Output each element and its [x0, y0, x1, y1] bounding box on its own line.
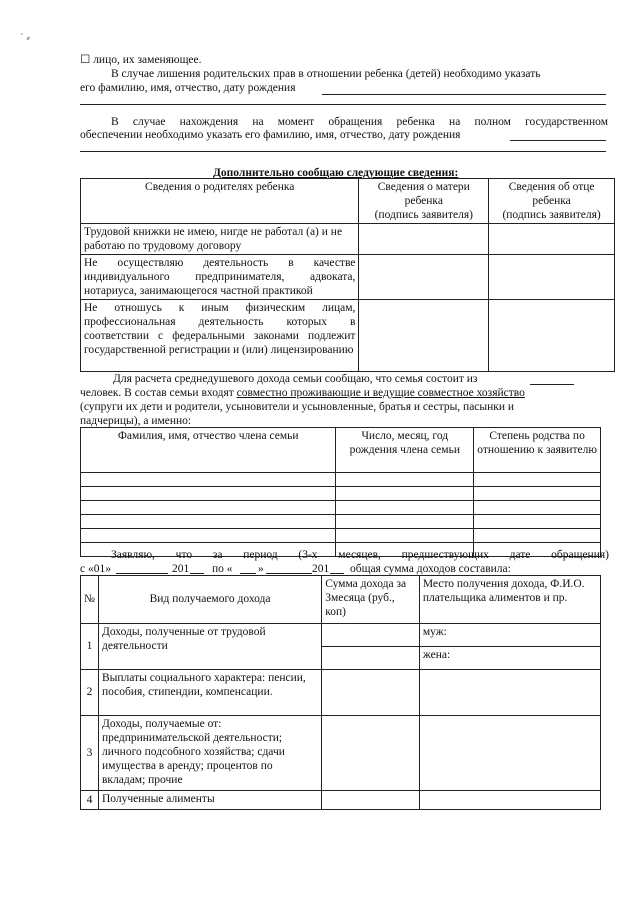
income-row-1-amount-husband[interactable]: [322, 624, 420, 647]
income-row-4-type: Полученные алименты: [98, 791, 321, 810]
income-amount-header: Сумма дохода за 3месяца (руб., коп): [322, 576, 420, 624]
family-row-relation[interactable]: [474, 501, 601, 515]
family-line-3: (супруги их дети и родители, усыновители и усыновленные, братья и сестры, пасынки и: [80, 401, 515, 413]
parents-row-3-text: Не отношусь к иным физическим лицам, профессиональная деятельность которых в соответствии с федеральными законами подлежит государственной регистрации и (или) лицензированию: [81, 300, 359, 372]
parents-header: Сведения о родителях ребенка: [81, 179, 359, 224]
parents-row-3-mother[interactable]: [359, 300, 489, 372]
father-header: [489, 179, 615, 224]
family-row-relation[interactable]: [474, 515, 601, 529]
family-row-dob[interactable]: [336, 529, 474, 543]
parents-row-2-father[interactable]: [489, 255, 615, 300]
income-row-1-amount-wife[interactable]: [322, 647, 420, 670]
period-end-year: 201: [312, 563, 330, 575]
income-row-4-amount[interactable]: [322, 791, 420, 810]
income-row-4-source[interactable]: [419, 791, 600, 810]
period-start-month-field[interactable]: [116, 573, 168, 574]
family-row-relation[interactable]: [474, 473, 601, 487]
family-row-name[interactable]: [81, 501, 336, 515]
family-row-relation[interactable]: [474, 487, 601, 501]
income-row-2-num: 2: [81, 670, 99, 716]
mother-header: [359, 179, 489, 224]
family-relation-header: Степень родства по отношению к заявителю: [474, 428, 601, 473]
parents-row-1-mother[interactable]: [359, 224, 489, 255]
income-row-3-source[interactable]: [419, 716, 600, 791]
husband-label: муж:: [422, 626, 447, 638]
period-end-close: »: [258, 563, 264, 575]
income-row-1-husband[interactable]: [419, 624, 600, 647]
period-end-open: по «: [212, 563, 233, 575]
family-line-4: падчерицы), а именно:: [80, 415, 192, 427]
income-row-2-amount[interactable]: [322, 670, 420, 716]
family-row-name[interactable]: [81, 473, 336, 487]
family-size-field[interactable]: [530, 384, 574, 385]
period-end-month-field[interactable]: [266, 573, 312, 574]
family-row-dob[interactable]: [336, 487, 474, 501]
checkbox-icon[interactable]: ☐: [80, 54, 91, 66]
parents-row-2-mother[interactable]: [359, 255, 489, 300]
deprived-child-name-field-2[interactable]: [80, 104, 606, 105]
parents-row-3-father[interactable]: [489, 300, 615, 372]
period-end-year-field[interactable]: [330, 573, 344, 574]
family-row-relation[interactable]: [474, 529, 601, 543]
mother-sign-label: (подпись заявителя): [374, 209, 473, 222]
parents-row-2-text: Не осуществляю деятельность в качестве индивидуального предпринимателя, адвоката, нотариуса, занимающегося частной практикой: [81, 255, 359, 300]
deprived-child-name-field[interactable]: [322, 94, 606, 95]
parents-row-1-text: Трудовой книжки не имею, нигде не работал (а) и не работаю по трудовому договору: [81, 224, 359, 255]
scan-corner-marks: ˊ ⸗: [20, 32, 31, 44]
income-row-1-wife[interactable]: [419, 647, 600, 670]
state-care-child-field-2[interactable]: [80, 151, 606, 152]
intro-line-4: В случае нахождения на момент обращения ребенка на полном государственном: [111, 116, 608, 128]
total-income-text: общая сумма доходов составила:: [350, 563, 511, 575]
family-line-2: [80, 386, 525, 400]
father-sign-label: (подпись заявителя): [502, 209, 601, 222]
family-name-header: Фамилия, имя, отчество члена семьи: [81, 428, 336, 473]
income-row-3-amount[interactable]: [322, 716, 420, 791]
period-start-year: 201: [172, 563, 190, 575]
family-row-dob[interactable]: [336, 501, 474, 515]
family-members-table: [80, 427, 601, 557]
period-start-year-field[interactable]: [190, 573, 204, 574]
family-row-name[interactable]: [81, 529, 336, 543]
income-table: [80, 575, 601, 810]
parents-info-table: [80, 178, 615, 372]
declaration-line-2: [80, 562, 610, 576]
declaration-line-1: Заявляю, что за период (3-х месяцев, предшествующих дате обращения): [111, 549, 609, 561]
family-row-name[interactable]: [81, 487, 336, 501]
income-source-header: Место получения дохода, Ф.И.О. плательщика алиментов и пр.: [419, 576, 600, 624]
period-end-day-field[interactable]: [240, 573, 256, 574]
intro-line-3: его фамилию, имя, отчество, дату рождения: [80, 82, 296, 94]
intro-line-5: обеспечении необходимо указать его фамилию, имя, отчество, дату рождения: [80, 129, 461, 141]
parents-row-1-father[interactable]: [489, 224, 615, 255]
family-row-dob[interactable]: [336, 473, 474, 487]
state-care-child-field[interactable]: [510, 140, 606, 141]
income-row-4-num: 4: [81, 791, 99, 810]
period-start-day: с «01»: [80, 563, 111, 575]
income-row-2-type: Выплаты социального характера: пенсии, пособия, стипендии, компенсации.: [98, 670, 321, 716]
income-row-3-num: 3: [81, 716, 99, 791]
income-row-1-type: Доходы, полученные от трудовой деятельности: [98, 624, 321, 670]
intro-line-1-text: лицо, их заменяющее.: [93, 54, 202, 66]
mother-header-label: Сведения о матери ребенка: [377, 181, 470, 208]
income-row-3-type: Доходы, получаемые от: предпринимательской деятельности; личного подсобного хозяйства; сдачи имущества в аренду; процентов по вкладам; прочие: [98, 716, 321, 791]
income-row-2-source[interactable]: [419, 670, 600, 716]
family-line-2b: совместно проживающие и ведущие совместное хозяйство: [236, 387, 525, 399]
family-dob-header: Число, месяц, год рождения члена семьи: [336, 428, 474, 473]
father-header-label: Сведения об отце ребенка: [508, 181, 595, 208]
intro-line-1: [80, 53, 202, 67]
family-row-name[interactable]: [81, 515, 336, 529]
family-row-dob[interactable]: [336, 515, 474, 529]
income-type-header: Вид получаемого дохода: [98, 576, 321, 624]
family-line-2a: человек. В состав семьи входят: [80, 387, 234, 399]
income-num-header: №: [81, 576, 99, 624]
income-row-1-num: 1: [81, 624, 99, 670]
wife-label: жена:: [422, 649, 451, 661]
intro-line-2: В случае лишения родительских прав в отношении ребенка (детей) необходимо указать: [111, 68, 541, 80]
additional-info-title: Дополнительно сообщаю следующие сведения:: [213, 167, 459, 179]
family-size-text: Для расчета среднедушевого дохода семьи сообщаю, что семья состоит из: [113, 373, 478, 385]
